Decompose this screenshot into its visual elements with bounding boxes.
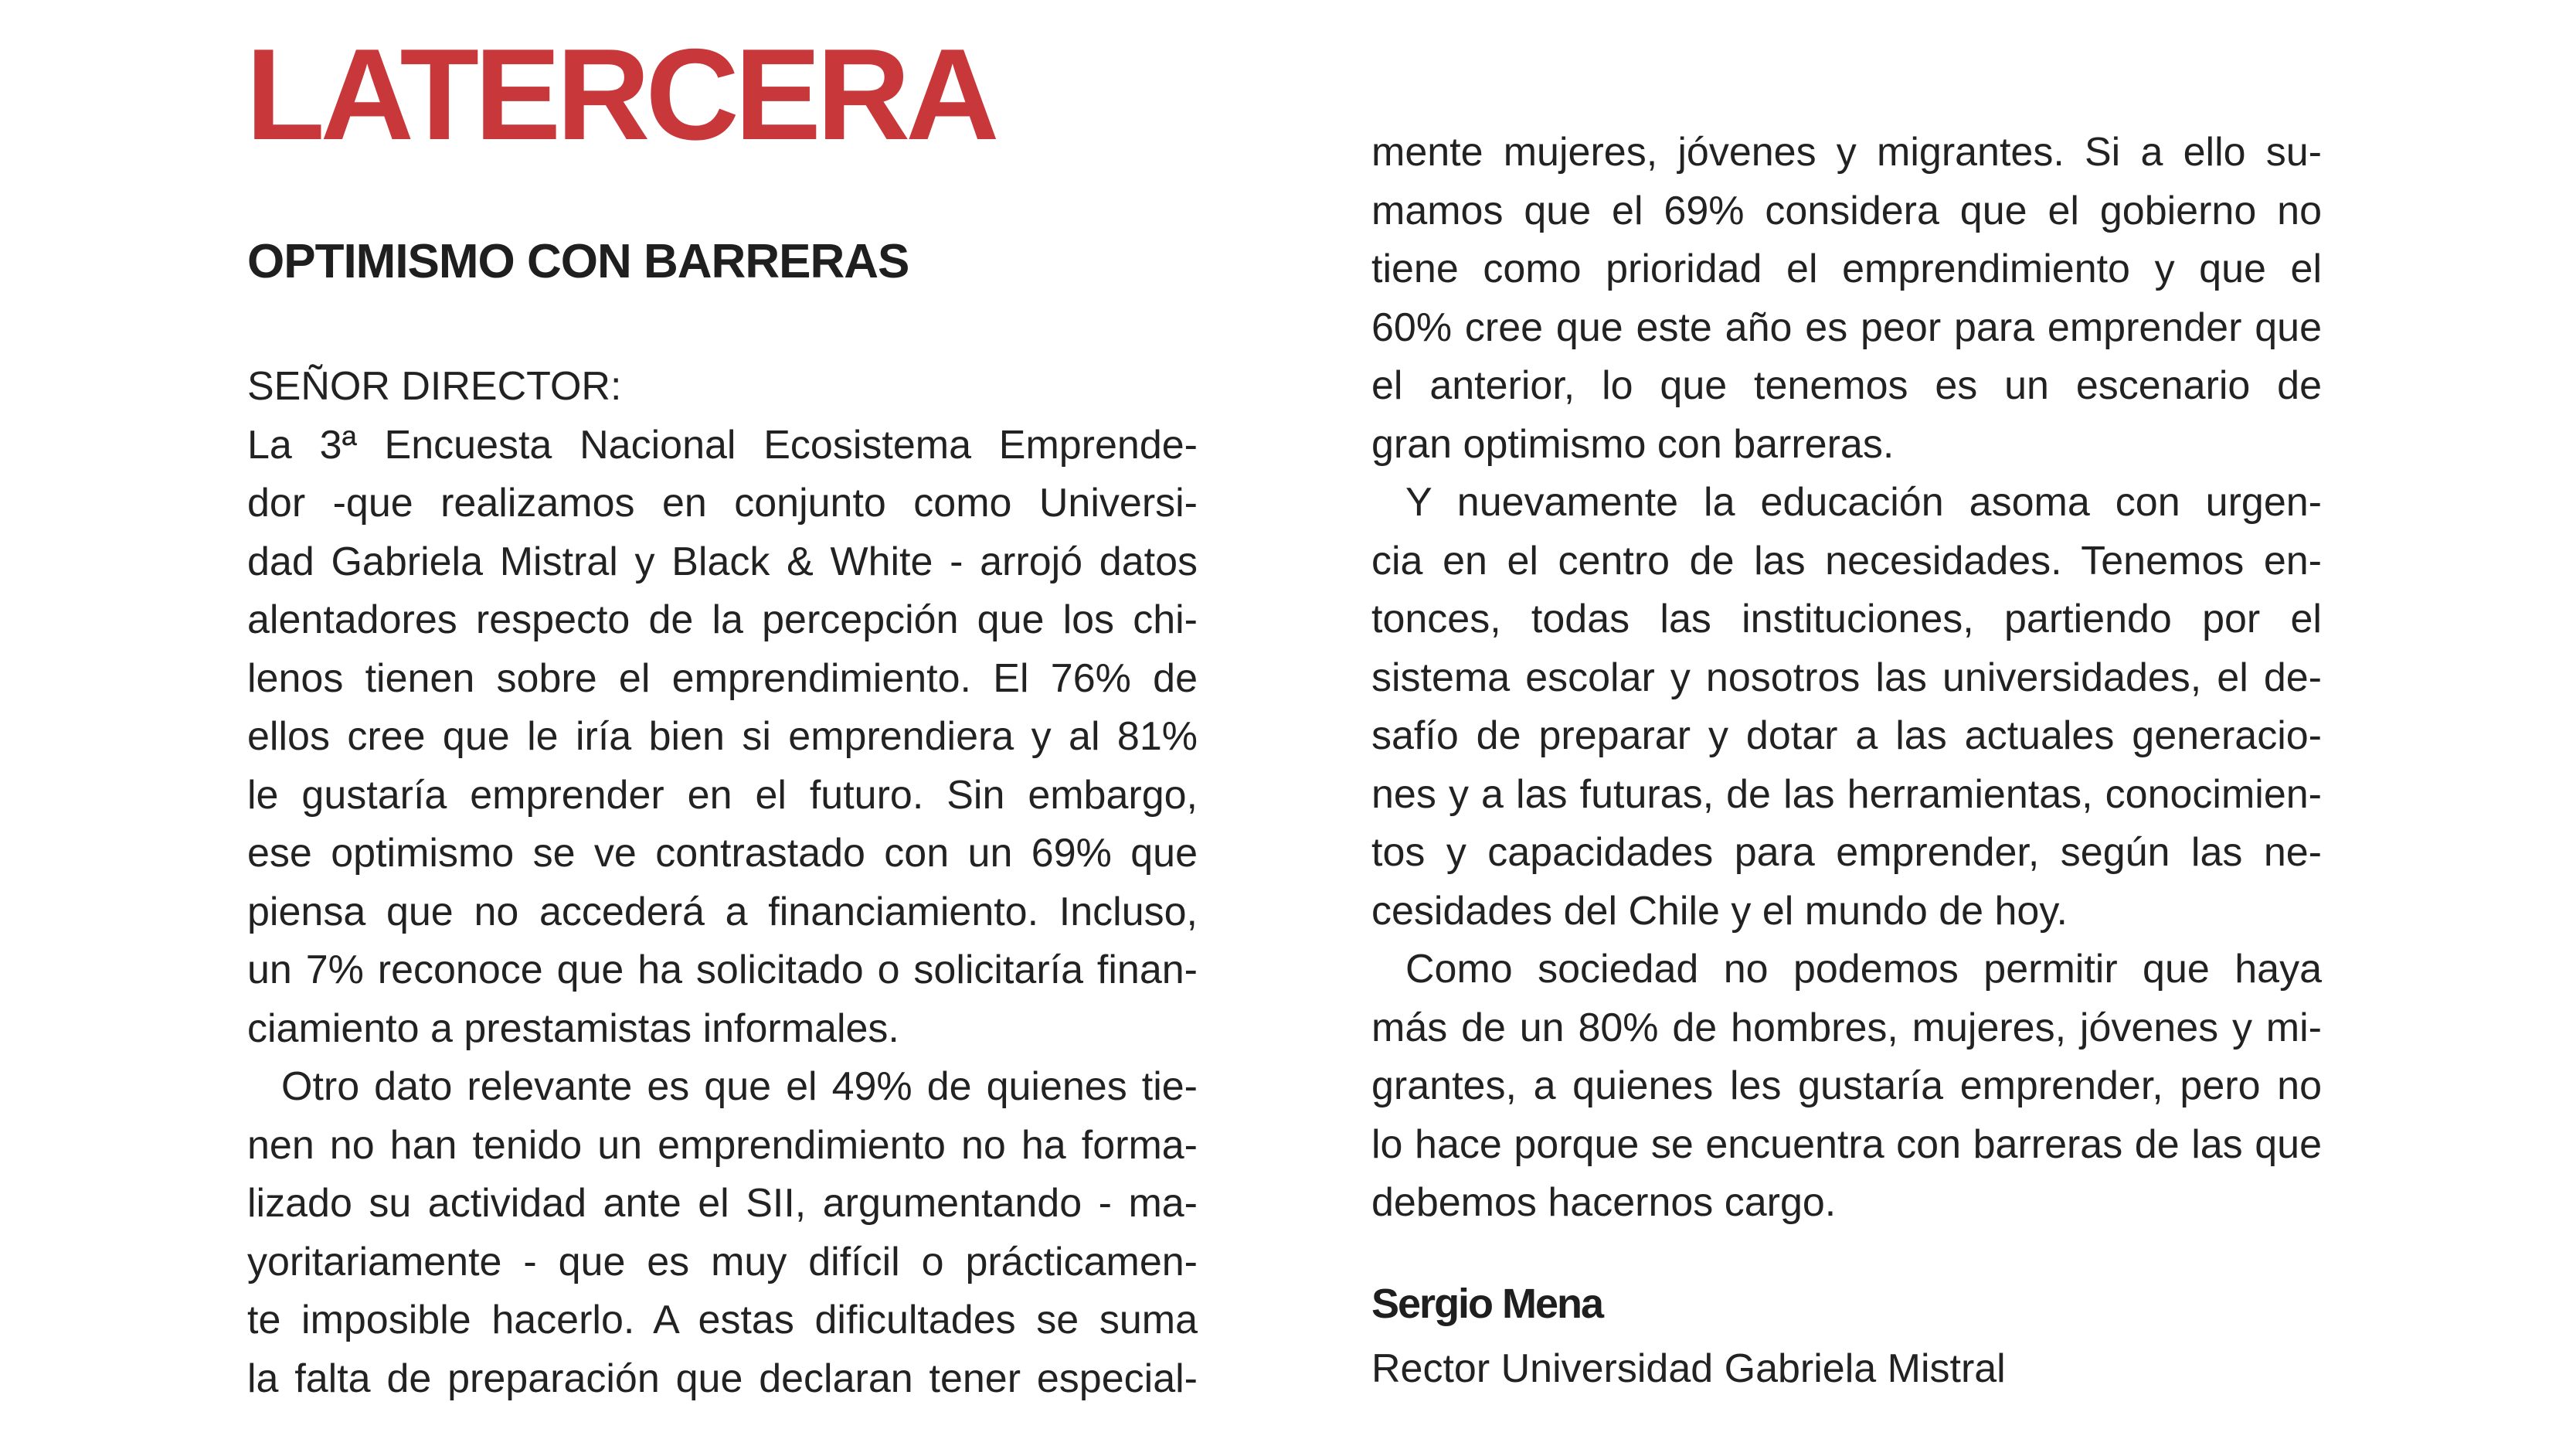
text-line: La 3ª Encuesta Nacional Ecosistema Emprende- bbox=[247, 422, 1198, 468]
text-line: lenos tienen sobre el emprendimiento. El 76% de bbox=[247, 655, 1198, 701]
text-line: piensa que no accederá a financiamiento. Incluso, bbox=[247, 889, 1198, 934]
text-line: dad Gabriela Mistral y Black & White - arrojó datos bbox=[247, 539, 1198, 584]
letter-headline: OPTIMISMO CON BARRERAS bbox=[247, 235, 909, 288]
text-line: grantes, a quienes les gustaría emprender, pero no bbox=[1371, 1063, 2322, 1108]
text-line: ellos cree que le iría bien si emprendiera y al 81% bbox=[247, 714, 1198, 759]
text-line: cesidades del Chile y el mundo de hoy. bbox=[1371, 888, 2068, 934]
newspaper-masthead: LATERCERA bbox=[246, 22, 995, 167]
text-line: te imposible hacerlo. A estas dificultades se suma bbox=[247, 1298, 1198, 1342]
text-line: alentadores respecto de la percepción que los chi- bbox=[247, 597, 1198, 642]
text-line: gran optimismo con barreras. bbox=[1371, 421, 1895, 467]
text-line: Y nuevamente la educación asoma con urgen- bbox=[1405, 480, 2322, 525]
left-column bbox=[247, 358, 1198, 1408]
text-line: tos y capacidades para emprender, según las ne- bbox=[1371, 830, 2322, 875]
author-name: Sergio Mena bbox=[1371, 1281, 1603, 1327]
text-line: yoritariamente - que es muy difícil o prácticamen- bbox=[247, 1239, 1198, 1284]
text-line: safío de preparar y dotar a las actuales generacio- bbox=[1371, 713, 2322, 758]
text-line: ciamiento a prestamistas informales. bbox=[247, 1005, 899, 1051]
text-line: debemos hacernos cargo. bbox=[1371, 1180, 1837, 1225]
text-line: nes y a las futuras, de las herramientas, conocimien- bbox=[1371, 771, 2322, 817]
text-line: Como sociedad no podemos permitir que haya bbox=[1405, 947, 2322, 992]
right-column bbox=[1371, 124, 2322, 1233]
text-line: lo hace porque se encuentra con barreras de las que bbox=[1371, 1121, 2322, 1167]
text-line: tiene como prioridad el emprendimiento y que el bbox=[1371, 247, 2322, 291]
text-line: el anterior, lo que tenemos es un escenario de bbox=[1371, 363, 2322, 408]
text-line: lizado su actividad ante el SII, argumentando - ma- bbox=[247, 1181, 1198, 1226]
text-line: Otro dato relevante es que el 49% de quienes tie- bbox=[281, 1064, 1198, 1109]
text-line: sistema escolar y nosotros las universidades, el de- bbox=[1371, 655, 2322, 700]
text-line: dor -que realizamos en conjunto como Universi- bbox=[247, 481, 1198, 526]
right-column-body bbox=[1371, 124, 2322, 1233]
text-line: mamos que el 69% considera que el gobierno no bbox=[1371, 188, 2322, 233]
text-line: nen no han tenido un emprendimiento no ha forma- bbox=[247, 1122, 1198, 1168]
text-line: más de un 80% de hombres, mujeres, jóvenes y mi- bbox=[1371, 1005, 2322, 1050]
text-line: tonces, todas las instituciones, partiendo por el bbox=[1371, 597, 2322, 641]
text-line: 60% cree que este año es peor para emprender que bbox=[1371, 305, 2322, 350]
text-line: le gustaría emprender en el futuro. Sin embargo, bbox=[247, 772, 1198, 818]
left-column-body bbox=[247, 417, 1198, 1409]
text-line: mente mujeres, jóvenes y migrantes. Si a ello su- bbox=[1371, 130, 2322, 175]
text-line: cia en el centro de las necesidades. Tenemos en- bbox=[1371, 538, 2322, 584]
salutation: SEÑOR DIRECTOR: bbox=[247, 364, 622, 409]
text-line: la falta de preparación que declaran tener especial- bbox=[247, 1356, 1198, 1401]
text-line: un 7% reconoce que ha solicitado o solicitaría finan- bbox=[247, 948, 1198, 992]
author-title: Rector Universidad Gabriela Mistral bbox=[1371, 1346, 2006, 1391]
text-line: ese optimismo se ve contrastado con un 69% que bbox=[247, 831, 1198, 876]
